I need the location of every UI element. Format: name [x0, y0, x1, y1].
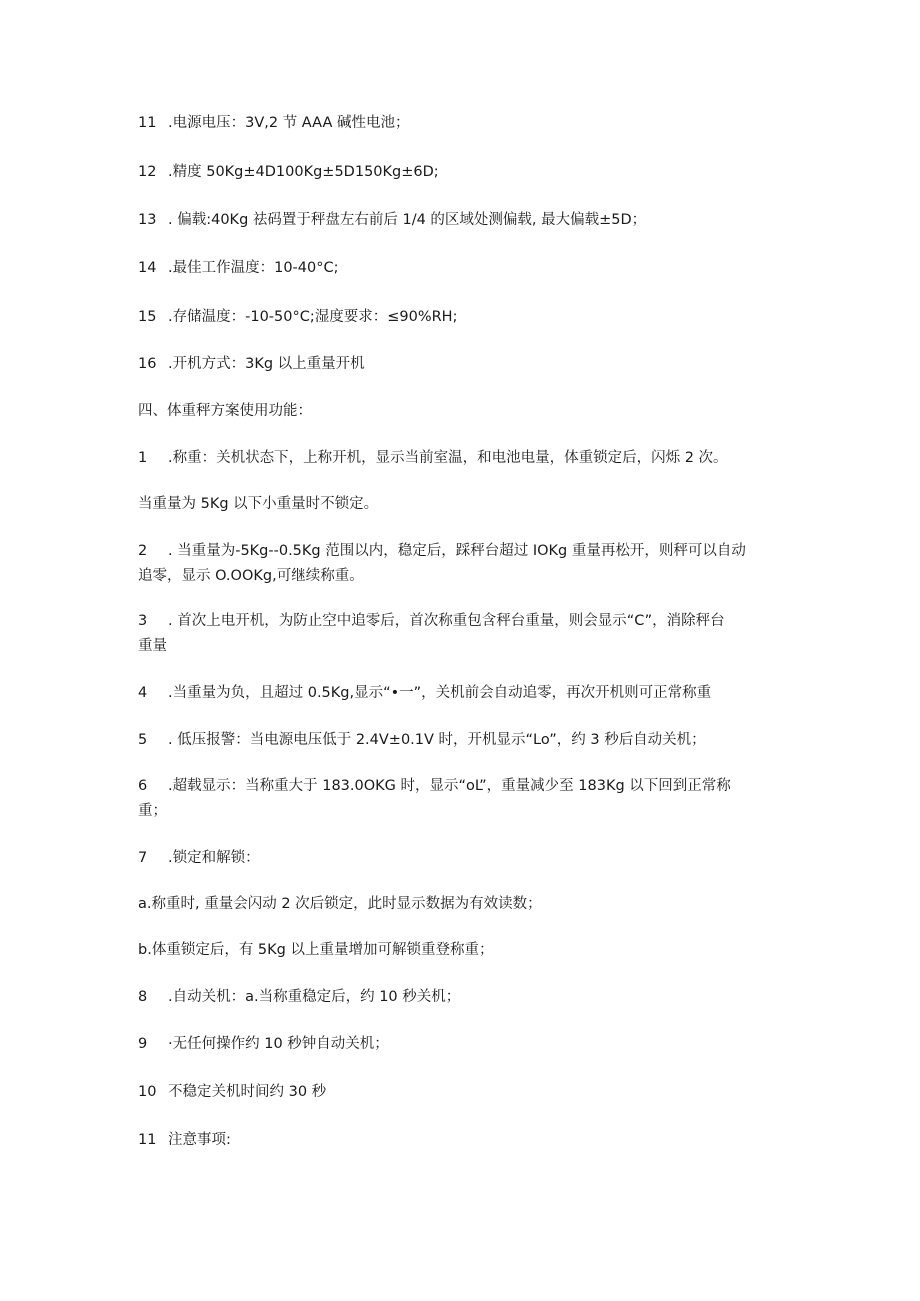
item-text: . 低压报警：当电源电压低于 2.4V±0.1V 时，开机显示“Lo”，约 3 秒后自动关机； [168, 732, 706, 748]
item-text: . 偏载:40Kg 祛码置于秤盘左右前后 1/4 的区域处测偏载, 最大偏载±5D； [168, 212, 647, 228]
item-number: 15 [138, 309, 157, 325]
function-subitem-unlock: b.体重锁定后，有 5Kg 以上重量增加可解锁重登称重； [138, 942, 494, 958]
item-number: 3 [138, 613, 148, 629]
item-number: 14 [138, 260, 157, 276]
function-item-idle-power-off [138, 1032, 788, 1056]
function-item-overload-line1 [138, 774, 788, 798]
item-text: . 当重量为-5Kg--0.5Kg 范围以内，稳定后，踩秤台超过 IOKg 重量再松开，则秤可以自动 [168, 543, 746, 559]
spec-item-power-voltage [138, 111, 788, 135]
function-item-low-voltage-alarm [138, 728, 788, 752]
item-text: .自动关机：a.当称重稳定后，约 10 秒关机； [168, 989, 461, 1005]
function-item-auto-power-off [138, 985, 788, 1009]
function-item-first-power-on-line1 [138, 609, 788, 633]
function-item-lock-unlock [138, 846, 788, 870]
function-item-overload-line2: 重； [138, 803, 167, 819]
item-text: 注意事项: [168, 1132, 231, 1148]
item-number: 12 [138, 164, 157, 180]
item-text: .称重：关机状态下，上称开机，显示当前室温，和电池电量，体重锁定后，闪烁 2 次。 [168, 450, 728, 466]
function-item-auto-zero-line1 [138, 539, 788, 563]
item-number: 9 [138, 1036, 148, 1052]
function-item-precautions [138, 1128, 788, 1152]
spec-item-storage-temperature [138, 305, 788, 329]
item-number: 6 [138, 778, 148, 794]
item-number: 7 [138, 850, 148, 866]
spec-item-working-temperature [138, 256, 788, 280]
item-number: 16 [138, 356, 157, 372]
item-number: 10 [138, 1084, 157, 1100]
item-text: .存储温度：-10-50°C;湿度要求：≤90%RH; [168, 309, 458, 325]
item-number: 13 [138, 212, 157, 228]
item-text: .电源电压：3V,2 节 AAA 碱性电池； [168, 115, 410, 131]
function-item-first-power-on-line2: 重量 [138, 638, 167, 654]
item-number: 8 [138, 989, 148, 1005]
item-text: .开机方式：3Kg 以上重量开机 [168, 356, 365, 372]
function-item-negative-weight [138, 681, 788, 705]
item-text: 不稳定关机时间约 30 秒 [168, 1084, 327, 1100]
item-number: 11 [138, 1132, 157, 1148]
item-text: . 首次上电开机，为防止空中追零后，首次称重包含秤台重量，则会显示“C”，消除秤台 [168, 613, 725, 629]
spec-item-eccentric-load [138, 208, 788, 232]
item-number: 11 [138, 115, 157, 131]
item-number: 4 [138, 685, 148, 701]
function-item-auto-zero-line2: 追零，显示 O.OOKg,可继续称重。 [138, 568, 364, 584]
function-note-small-weight: 当重量为 5Kg 以下小重量时不锁定。 [138, 496, 379, 512]
function-item-unstable-power-off [138, 1080, 788, 1104]
section-heading: 四、体重秤方案使用功能： [138, 403, 312, 419]
item-text: .当重量为负，且超过 0.5Kg,显示“•一”，关机前会自动追零，再次开机则可正常称重 [168, 685, 712, 701]
item-number: 5 [138, 732, 148, 748]
item-number: 1 [138, 450, 148, 466]
item-text: ·无任何操作约 10 秒钟自动关机； [168, 1036, 389, 1052]
item-text: .锁定和解锁： [168, 850, 260, 866]
item-text: .超载显示：当称重大于 183.0OKG 时，显示“oL”，重量减少至 183Kg 以下回到正常称 [168, 778, 731, 794]
spec-item-power-on-mode [138, 352, 788, 376]
function-subitem-lock: a.称重时, 重量会闪动 2 次后锁定，此时显示数据为有效读数； [138, 896, 542, 912]
item-number: 2 [138, 543, 148, 559]
spec-item-precision [138, 160, 788, 184]
item-text: .最佳工作温度：10-40°C; [168, 260, 339, 276]
function-item-weighing [138, 446, 788, 470]
item-text: .精度 50Kg±4D100Kg±5D150Kg±6D; [168, 164, 439, 180]
